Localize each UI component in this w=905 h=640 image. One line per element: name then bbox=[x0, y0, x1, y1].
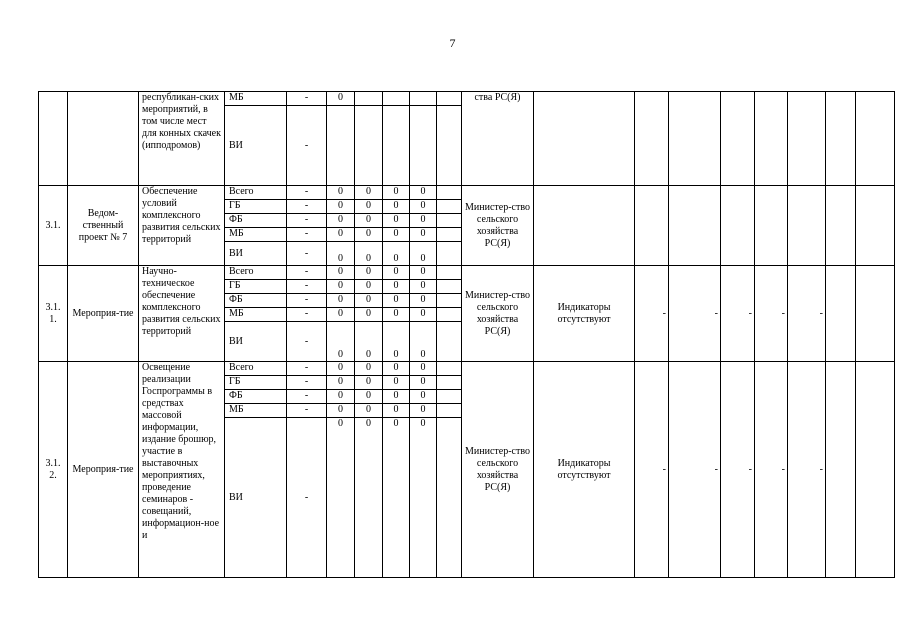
value-cell: 0 bbox=[355, 266, 383, 280]
value-cell: 0 bbox=[383, 228, 410, 242]
value-cell bbox=[437, 106, 462, 186]
value-cell: 0 bbox=[327, 228, 355, 242]
source-dash: - bbox=[287, 186, 327, 200]
value-cell bbox=[437, 322, 462, 362]
value-cell: 0 bbox=[327, 200, 355, 214]
value-cell: 0 bbox=[355, 228, 383, 242]
value-cell: 0 bbox=[410, 308, 437, 322]
program-table bbox=[38, 91, 895, 578]
source-name: МБ bbox=[225, 404, 287, 418]
value-cell: 0 bbox=[327, 186, 355, 200]
value-cell: 0 bbox=[383, 404, 410, 418]
indicator-value bbox=[856, 266, 895, 362]
source-name: ВИ bbox=[225, 242, 287, 266]
value-cell: 0 bbox=[383, 308, 410, 322]
value-cell: 0 bbox=[383, 200, 410, 214]
indicator-value bbox=[669, 186, 721, 266]
indicator-cell bbox=[534, 92, 635, 186]
source-name: ВИ bbox=[225, 418, 287, 578]
value-cell: 0 bbox=[327, 280, 355, 294]
value-cell: 0 bbox=[327, 266, 355, 280]
indicator-value bbox=[635, 186, 669, 266]
responsible-cell: ства РС(Я) bbox=[462, 92, 534, 186]
row-number: 3.1. 2. bbox=[39, 362, 68, 578]
value-cell bbox=[437, 404, 462, 418]
value-cell bbox=[437, 418, 462, 578]
source-name: Всего bbox=[225, 186, 287, 200]
source-name: ГБ bbox=[225, 200, 287, 214]
source-dash: - bbox=[287, 390, 327, 404]
source-name: ФБ bbox=[225, 390, 287, 404]
value-cell bbox=[437, 242, 462, 266]
value-cell: 0 bbox=[410, 200, 437, 214]
indicator-value bbox=[788, 92, 826, 186]
value-cell: 0 bbox=[410, 362, 437, 376]
value-cell: 0 bbox=[410, 418, 437, 578]
indicator-value bbox=[856, 92, 895, 186]
indicator-value: - bbox=[721, 266, 755, 362]
value-cell: 0 bbox=[410, 376, 437, 390]
value-cell: 0 bbox=[355, 308, 383, 322]
value-cell: 0 bbox=[383, 294, 410, 308]
value-cell: 0 bbox=[410, 404, 437, 418]
value-cell bbox=[437, 228, 462, 242]
value-cell bbox=[410, 106, 437, 186]
source-dash: - bbox=[287, 308, 327, 322]
table-row bbox=[39, 266, 895, 280]
source-name: МБ bbox=[225, 308, 287, 322]
source-dash: - bbox=[287, 418, 327, 578]
source-name: МБ bbox=[225, 92, 287, 106]
indicator-value bbox=[721, 186, 755, 266]
source-name: ВИ bbox=[225, 322, 287, 362]
value-cell: 0 bbox=[327, 92, 355, 106]
indicator-value bbox=[635, 92, 669, 186]
row-description: Освещение реализации Госпрограммы в средствах массовой информации, издание брошюр, участие в выставочных мероприятиях, проведение семинаров - совещаний, информацион-ное и bbox=[139, 362, 225, 578]
value-cell bbox=[437, 214, 462, 228]
value-cell: 0 bbox=[327, 404, 355, 418]
indicator-value bbox=[755, 186, 788, 266]
value-cell: 0 bbox=[410, 322, 437, 362]
source-dash: - bbox=[287, 376, 327, 390]
value-cell: 0 bbox=[383, 390, 410, 404]
source-dash: - bbox=[287, 106, 327, 186]
row-type-cell bbox=[68, 92, 139, 186]
source-name: ФБ bbox=[225, 214, 287, 228]
value-cell: 0 bbox=[410, 390, 437, 404]
value-cell: 0 bbox=[355, 376, 383, 390]
source-dash: - bbox=[287, 294, 327, 308]
indicator-value: - bbox=[635, 266, 669, 362]
responsible-cell: Министер-ство сельского хозяйства РС(Я) bbox=[462, 266, 534, 362]
value-cell: 0 bbox=[355, 242, 383, 266]
indicator-cell: Индикаторы отсутствуют bbox=[534, 362, 635, 578]
value-cell: 0 bbox=[355, 200, 383, 214]
value-cell: 0 bbox=[383, 362, 410, 376]
indicator-value bbox=[826, 362, 856, 578]
indicator-value bbox=[826, 186, 856, 266]
value-cell bbox=[437, 266, 462, 280]
source-name: ФБ bbox=[225, 294, 287, 308]
value-cell: 0 bbox=[410, 266, 437, 280]
value-cell: 0 bbox=[327, 308, 355, 322]
source-dash: - bbox=[287, 404, 327, 418]
indicator-value: - bbox=[721, 362, 755, 578]
value-cell: 0 bbox=[355, 418, 383, 578]
value-cell: 0 bbox=[327, 376, 355, 390]
row-description: Научно-техническое обеспечение комплексного развития сельских территорий bbox=[139, 266, 225, 362]
value-cell: 0 bbox=[383, 266, 410, 280]
row-number: 3.1. bbox=[39, 186, 68, 266]
indicator-value bbox=[856, 186, 895, 266]
value-cell: 0 bbox=[327, 390, 355, 404]
value-cell bbox=[437, 92, 462, 106]
source-dash: - bbox=[287, 214, 327, 228]
source-dash: - bbox=[287, 266, 327, 280]
value-cell: 0 bbox=[327, 322, 355, 362]
value-cell bbox=[437, 362, 462, 376]
row-type: Мероприя-тие bbox=[68, 362, 139, 578]
value-cell bbox=[383, 106, 410, 186]
responsible-cell: Министер-ство сельского хозяйства РС(Я) bbox=[462, 362, 534, 578]
value-cell: 0 bbox=[383, 322, 410, 362]
value-cell: 0 bbox=[327, 214, 355, 228]
value-cell: 0 bbox=[355, 362, 383, 376]
row-description: республикан-ских мероприятий, в том числе мест для конных скачек (ипподромов) bbox=[139, 92, 225, 186]
value-cell: 0 bbox=[355, 322, 383, 362]
indicator-value: - bbox=[788, 266, 826, 362]
value-cell: 0 bbox=[355, 294, 383, 308]
value-cell: 0 bbox=[327, 242, 355, 266]
source-dash: - bbox=[287, 228, 327, 242]
source-name: ГБ bbox=[225, 376, 287, 390]
value-cell: 0 bbox=[383, 418, 410, 578]
indicator-value bbox=[826, 266, 856, 362]
value-cell: 0 bbox=[383, 280, 410, 294]
value-cell: 0 bbox=[327, 294, 355, 308]
value-cell bbox=[355, 106, 383, 186]
value-cell bbox=[383, 92, 410, 106]
value-cell: 0 bbox=[410, 242, 437, 266]
value-cell: 0 bbox=[355, 186, 383, 200]
value-cell: 0 bbox=[410, 280, 437, 294]
value-cell: 0 bbox=[327, 362, 355, 376]
value-cell: 0 bbox=[383, 186, 410, 200]
indicator-cell: Индикаторы отсутствуют bbox=[534, 266, 635, 362]
indicator-value bbox=[826, 92, 856, 186]
indicator-value: - bbox=[788, 362, 826, 578]
table-row bbox=[39, 362, 895, 376]
value-cell: 0 bbox=[355, 390, 383, 404]
value-cell bbox=[437, 294, 462, 308]
source-name: ВИ bbox=[225, 106, 287, 186]
indicator-value: - bbox=[755, 266, 788, 362]
page-number: 7 bbox=[449, 36, 456, 50]
value-cell bbox=[355, 92, 383, 106]
source-dash: - bbox=[287, 242, 327, 266]
responsible-cell: Министер-ство сельского хозяйства РС(Я) bbox=[462, 186, 534, 266]
value-cell bbox=[327, 106, 355, 186]
indicator-value: - bbox=[669, 362, 721, 578]
value-cell bbox=[437, 308, 462, 322]
indicator-value: - bbox=[669, 266, 721, 362]
value-cell: 0 bbox=[410, 214, 437, 228]
source-dash: - bbox=[287, 322, 327, 362]
indicator-value bbox=[856, 362, 895, 578]
value-cell: 0 bbox=[383, 376, 410, 390]
source-dash: - bbox=[287, 280, 327, 294]
value-cell: 0 bbox=[355, 214, 383, 228]
value-cell bbox=[437, 186, 462, 200]
row-type: Ведом-ственный проект № 7 bbox=[68, 186, 139, 266]
indicator-value bbox=[755, 92, 788, 186]
row-type: Мероприя-тие bbox=[68, 266, 139, 362]
row-description: Обеспечение условий комплексного развития сельских территорий bbox=[139, 186, 225, 266]
value-cell bbox=[410, 92, 437, 106]
value-cell: 0 bbox=[355, 280, 383, 294]
value-cell: 0 bbox=[410, 228, 437, 242]
indicator-value: - bbox=[755, 362, 788, 578]
value-cell: 0 bbox=[410, 186, 437, 200]
source-dash: - bbox=[287, 92, 327, 106]
row-number: 3.1. 1. bbox=[39, 266, 68, 362]
indicator-value: - bbox=[635, 362, 669, 578]
row-number-cell bbox=[39, 92, 68, 186]
indicator-cell bbox=[534, 186, 635, 266]
value-cell bbox=[437, 200, 462, 214]
value-cell: 0 bbox=[410, 294, 437, 308]
indicator-value bbox=[721, 92, 755, 186]
source-name: Всего bbox=[225, 266, 287, 280]
indicator-value bbox=[788, 186, 826, 266]
value-cell: 0 bbox=[383, 242, 410, 266]
source-dash: - bbox=[287, 362, 327, 376]
source-name: ГБ bbox=[225, 280, 287, 294]
source-name: Всего bbox=[225, 362, 287, 376]
value-cell: 0 bbox=[327, 418, 355, 578]
table-row bbox=[39, 186, 895, 200]
table-row bbox=[39, 92, 895, 106]
source-name: МБ bbox=[225, 228, 287, 242]
value-cell: 0 bbox=[383, 214, 410, 228]
source-dash: - bbox=[287, 200, 327, 214]
value-cell bbox=[437, 390, 462, 404]
indicator-value bbox=[669, 92, 721, 186]
value-cell bbox=[437, 376, 462, 390]
value-cell: 0 bbox=[355, 404, 383, 418]
value-cell bbox=[437, 280, 462, 294]
